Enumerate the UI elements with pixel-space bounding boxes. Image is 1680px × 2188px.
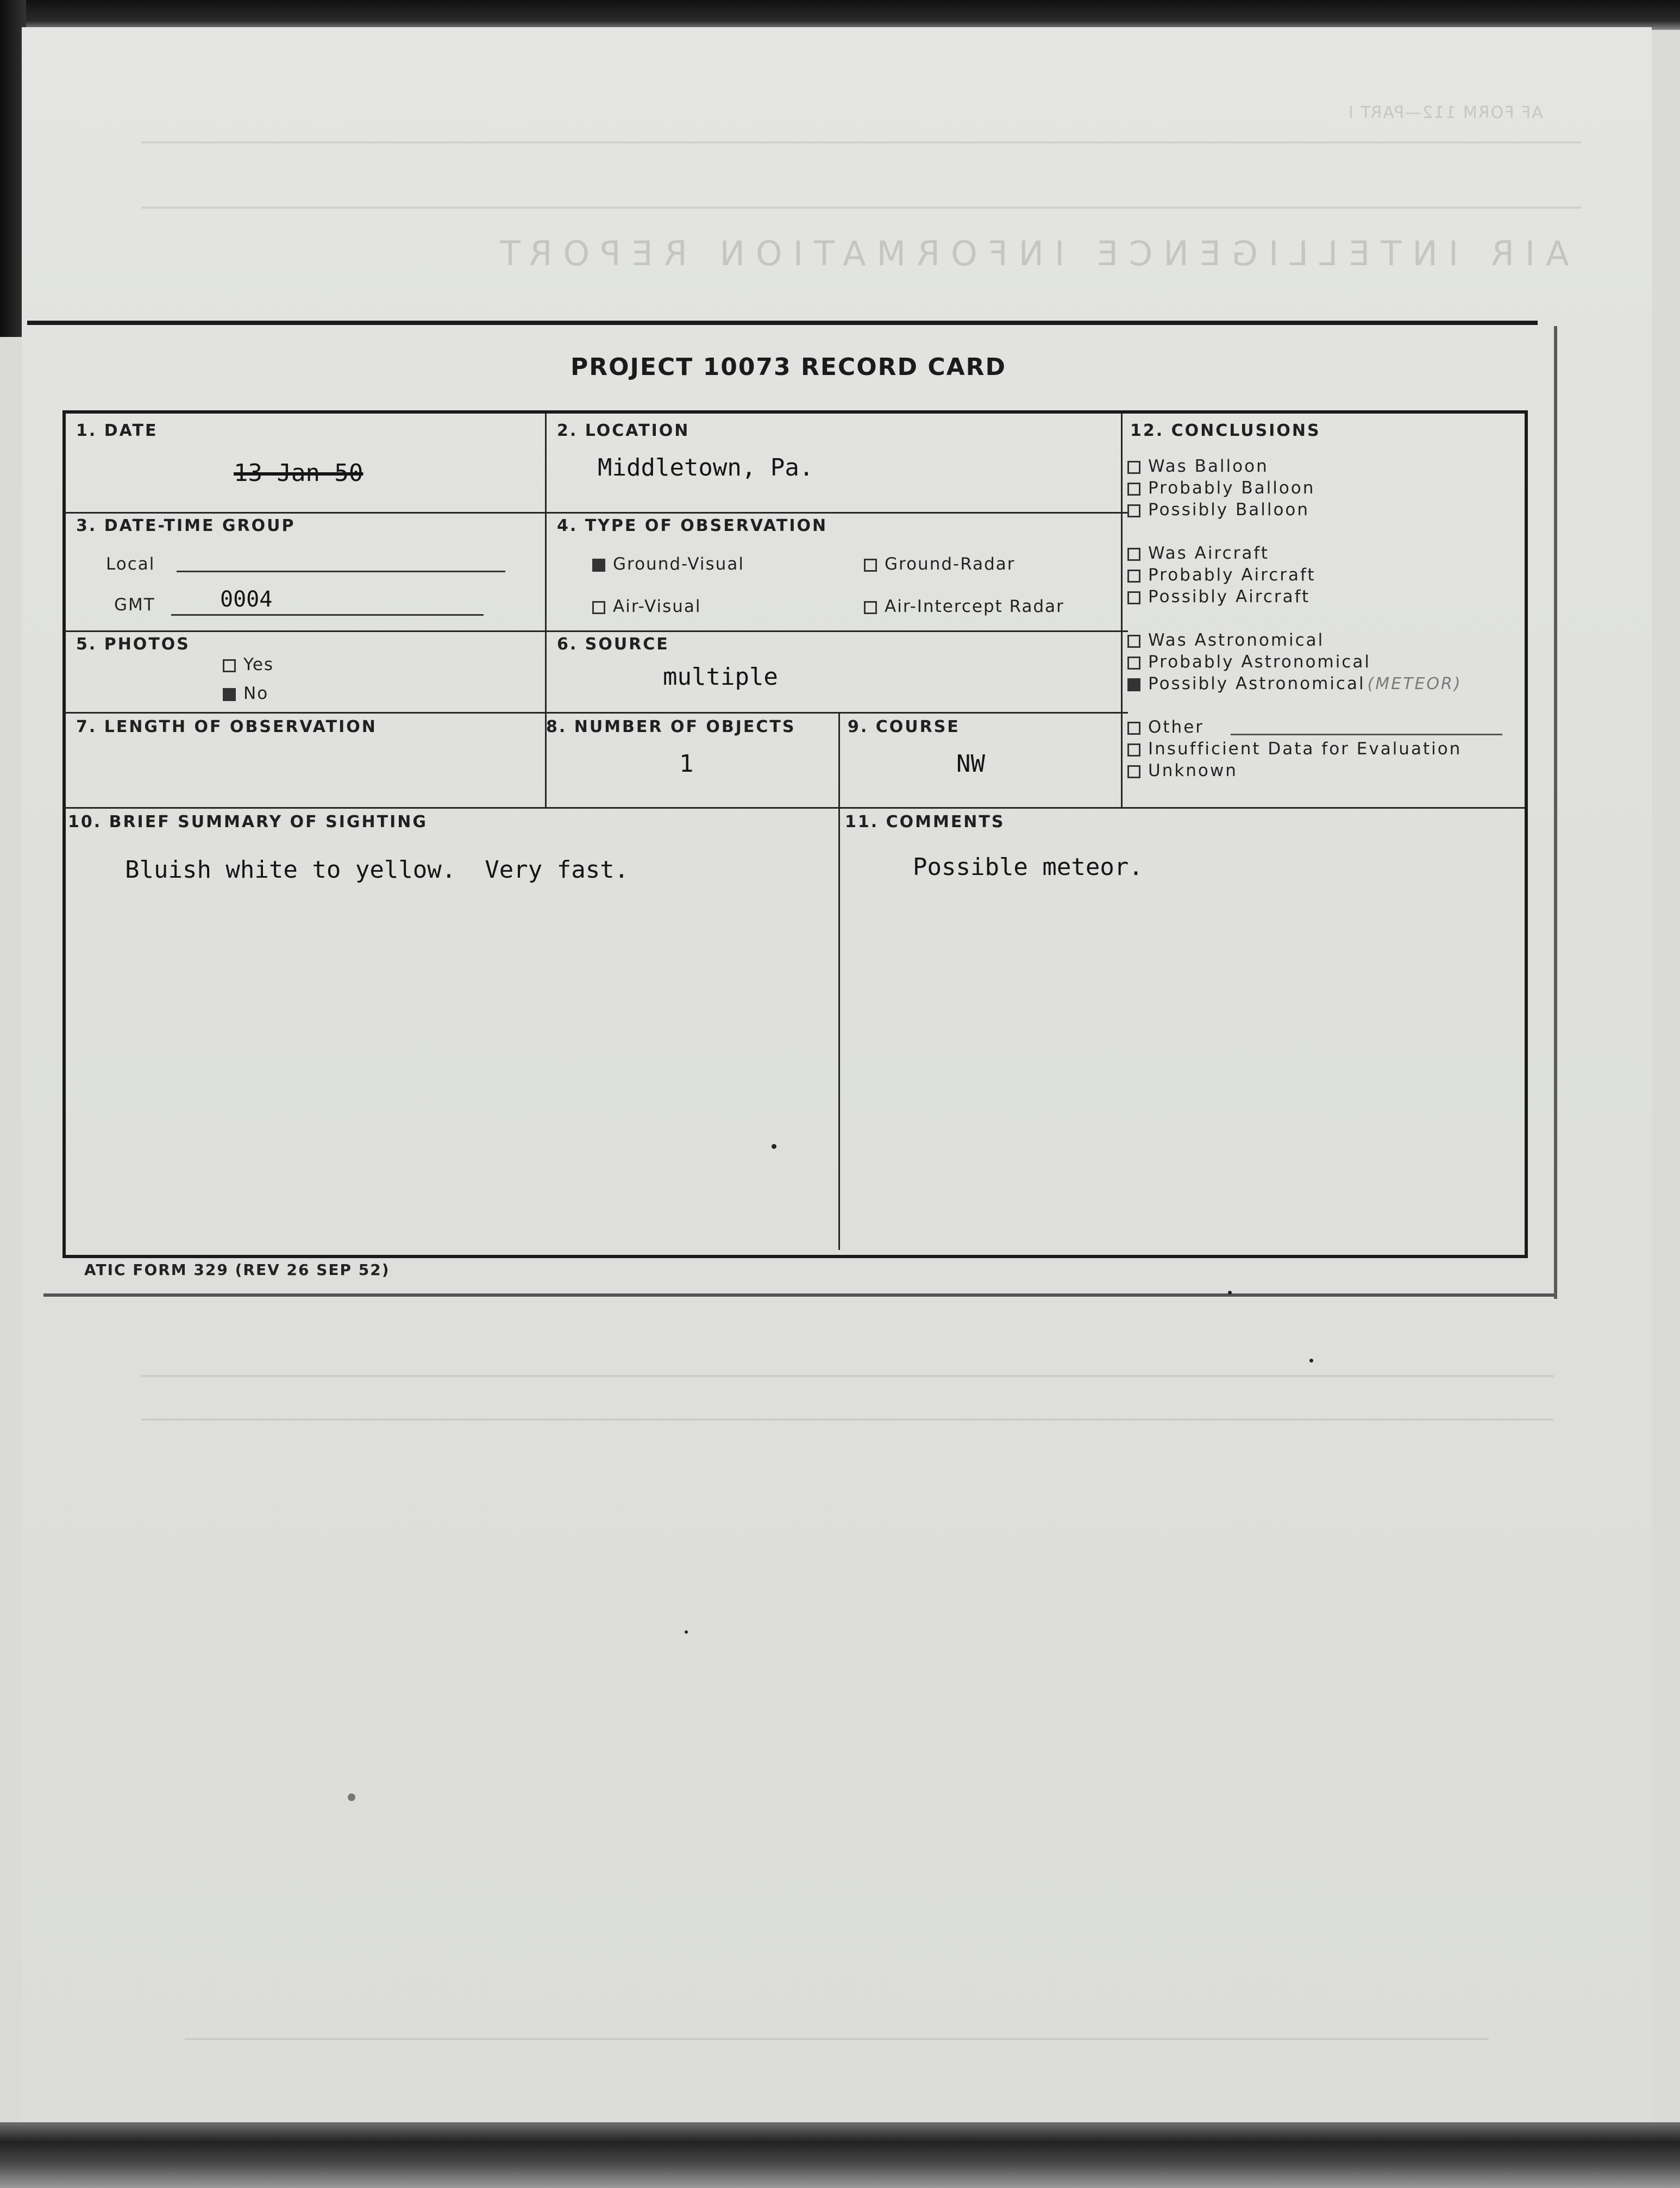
conclusion-possibly-aircraft[interactable]	[1127, 587, 1310, 607]
checkbox-icon	[864, 559, 877, 572]
bleed-through-corner: AF FORM 112—PART I	[1347, 103, 1543, 122]
observation-option-ground-visual[interactable]	[592, 554, 744, 574]
photos-no-label: No	[243, 684, 269, 703]
column-divider	[545, 413, 547, 807]
air-intercept-radar-label: Air-Intercept Radar	[885, 597, 1064, 616]
checkbox-icon	[1127, 483, 1140, 496]
number-of-objects-value: 1	[679, 750, 694, 778]
photos-yes-label: Yes	[243, 655, 274, 674]
card-top-edge	[27, 321, 1538, 325]
bleed-through-rule	[141, 141, 1581, 143]
checkbox-icon	[1127, 548, 1140, 561]
length-of-observation-label: 7. LENGTH OF OBSERVATION	[76, 717, 377, 736]
conclusion-label: Was Balloon	[1148, 457, 1269, 476]
scan-speck	[1228, 1291, 1232, 1295]
conclusion-label: Insufficient Data for Evaluation	[1148, 739, 1462, 759]
location-value: Middletown, Pa.	[598, 454, 814, 482]
row-divider	[64, 807, 1525, 809]
photos-label: 5. PHOTOS	[76, 635, 190, 654]
bleed-through-rule	[141, 1418, 1554, 1421]
scan-speck	[685, 1630, 688, 1634]
record-card	[27, 321, 1570, 1304]
bleed-through-header: AIR INTELLIGENCE INFORMATION REPORT	[489, 234, 1569, 273]
conclusion-label: Unknown	[1148, 761, 1238, 780]
comments-label: 11. COMMENTS	[845, 812, 1005, 832]
source-label: 6. SOURCE	[557, 635, 669, 654]
scan-speck	[1309, 1359, 1313, 1362]
conclusion-possibly-balloon[interactable]	[1127, 500, 1309, 520]
row-divider	[64, 512, 1128, 514]
gmt-underline	[171, 614, 484, 616]
checkbox-icon	[1127, 722, 1140, 735]
summary-label: 10. BRIEF SUMMARY OF SIGHTING	[68, 812, 428, 832]
observation-option-air-visual[interactable]	[592, 597, 701, 616]
card-bottom-edge	[43, 1293, 1554, 1297]
card-right-edge	[1554, 326, 1557, 1299]
conclusions-label: 12. CONCLUSIONS	[1130, 421, 1321, 440]
conclusion-label: Was Aircraft	[1148, 543, 1269, 563]
conclusion-label: Possibly Astronomical	[1148, 674, 1365, 693]
form-footer: ATIC FORM 329 (REV 26 SEP 52)	[84, 1261, 390, 1279]
conclusion-was-astronomical[interactable]	[1127, 630, 1324, 650]
observation-option-air-intercept-radar[interactable]	[864, 597, 1064, 616]
checkbox-icon	[1127, 657, 1140, 670]
other-underline	[1231, 734, 1502, 735]
card-title: PROJECT 10073 RECORD CARD	[571, 353, 1007, 381]
conclusion-label: Probably Astronomical	[1148, 652, 1371, 672]
scan-speck	[772, 1144, 776, 1149]
ground-visual-label: Ground-Visual	[613, 554, 744, 574]
course-value: NW	[956, 750, 985, 778]
conclusion-insufficient-data[interactable]	[1127, 739, 1462, 759]
conclusion-other[interactable]	[1127, 717, 1204, 737]
conclusion-was-balloon[interactable]	[1127, 457, 1269, 476]
handwritten-meteor-note: (METEOR)	[1367, 674, 1462, 693]
checkbox-icon	[592, 601, 605, 614]
checkbox-icon	[864, 601, 877, 614]
checkbox-icon	[1127, 570, 1140, 583]
date-label: 1. DATE	[76, 421, 158, 440]
location-label: 2. LOCATION	[557, 421, 690, 440]
checkbox-icon	[1127, 504, 1140, 517]
summary-value: Bluish white to yellow. Very fast.	[125, 856, 629, 884]
row-divider	[64, 630, 1128, 632]
comments-value: Possible meteor.	[913, 853, 1143, 881]
form-border	[62, 410, 1528, 1258]
checkbox-icon	[1127, 591, 1140, 604]
row-divider	[64, 712, 1128, 714]
column-divider	[1121, 413, 1123, 807]
conclusion-unknown[interactable]	[1127, 761, 1238, 780]
photos-option-yes[interactable]	[223, 655, 274, 674]
conclusion-label: Probably Balloon	[1148, 478, 1315, 498]
checkbox-icon	[1127, 743, 1140, 757]
conclusion-label: Other	[1148, 717, 1205, 737]
local-label: Local	[106, 554, 155, 574]
scan-speck	[348, 1793, 355, 1801]
gmt-label: GMT	[114, 595, 155, 615]
checkbox-icon	[1127, 635, 1140, 648]
bleed-through-rule	[185, 2038, 1489, 2040]
ground-radar-label: Ground-Radar	[885, 554, 1015, 574]
observation-option-ground-radar[interactable]	[864, 554, 1015, 574]
column-divider	[838, 712, 840, 1250]
course-label: 9. COURSE	[848, 717, 960, 736]
checkbox-icon	[1127, 461, 1140, 474]
date-value: 13 Jan 50	[234, 459, 363, 487]
bleed-through-rule	[141, 207, 1581, 209]
source-value: multiple	[663, 663, 778, 691]
conclusion-label: Possibly Balloon	[1148, 500, 1310, 520]
date-time-group-label: 3. DATE-TIME GROUP	[76, 516, 296, 535]
scan-top-edge	[0, 0, 1680, 30]
conclusion-probably-balloon[interactable]	[1127, 478, 1315, 498]
air-visual-label: Air-Visual	[613, 597, 701, 616]
scan-bottom-edge	[0, 2122, 1680, 2188]
checkbox-checked-icon	[1127, 678, 1140, 691]
conclusion-possibly-astronomical[interactable]	[1127, 674, 1462, 693]
photos-option-no[interactable]	[223, 684, 268, 703]
checkbox-checked-icon	[223, 688, 236, 701]
checkbox-icon	[223, 659, 236, 672]
type-of-observation-label: 4. TYPE OF OBSERVATION	[557, 516, 828, 535]
bleed-through-rule	[141, 1375, 1554, 1377]
local-underline	[177, 571, 505, 572]
conclusion-was-aircraft[interactable]	[1127, 543, 1269, 563]
checkbox-checked-icon	[592, 559, 605, 572]
conclusion-label: Possibly Aircraft	[1148, 587, 1311, 607]
conclusion-label: Probably Aircraft	[1148, 565, 1316, 585]
checkbox-icon	[1127, 765, 1140, 778]
number-of-objects-label: 8. NUMBER OF OBJECTS	[546, 717, 796, 736]
conclusion-label: Was Astronomical	[1148, 630, 1325, 650]
gmt-value: 0004	[220, 587, 273, 612]
conclusion-probably-aircraft[interactable]	[1127, 565, 1316, 585]
conclusion-probably-astronomical[interactable]	[1127, 652, 1371, 672]
